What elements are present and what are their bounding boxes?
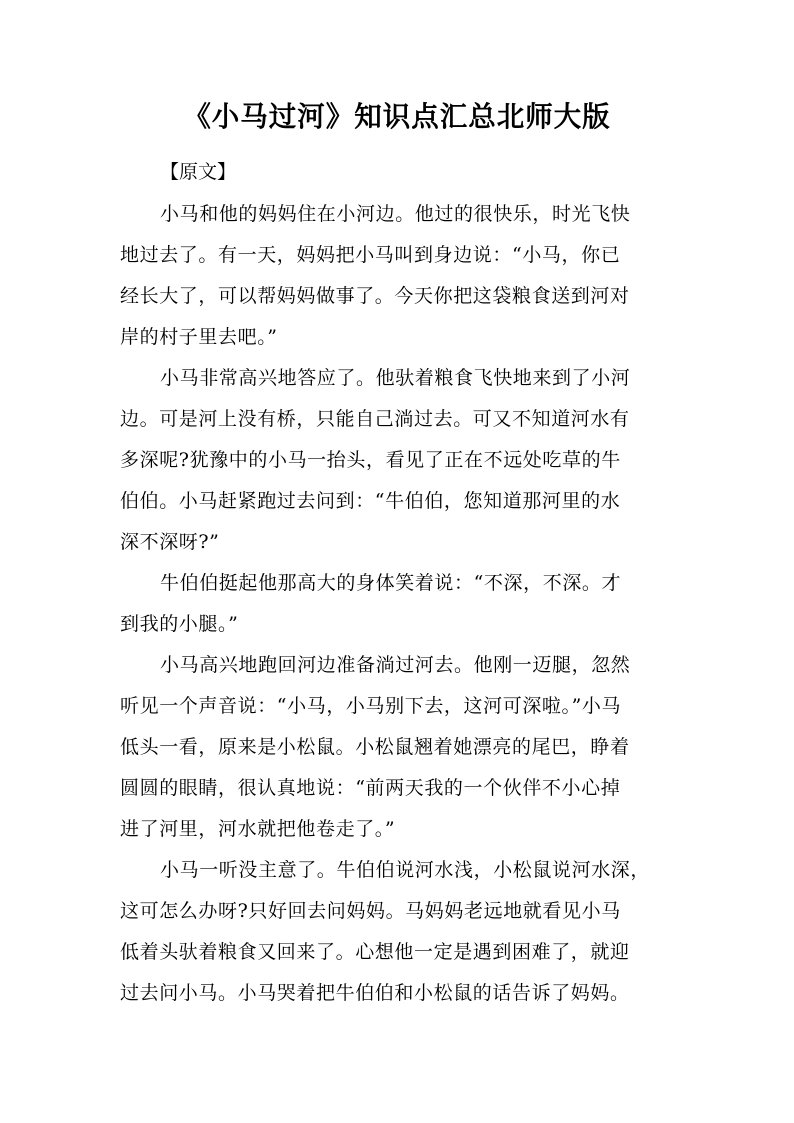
paragraph-3-line-1: 牛伯伯挺起他那高大的身体笑着说：“不深，不深。才	[160, 572, 622, 594]
paragraph-4-line-2: 听见一个声音说：“小马，小马别下去，这河可深啦。”小马	[120, 695, 622, 717]
paragraph-4-line-1: 小马高兴地跑回河边准备淌过河去。他刚一迈腿，忽然	[160, 654, 631, 676]
paragraph-1-line-4: 岸的村子里去吧。”	[120, 326, 278, 348]
paragraph-1-line-1: 小马和他的妈妈住在小河边。他过的很快乐，时光飞快	[160, 203, 631, 225]
paragraph-1-line-3: 经长大了，可以帮妈妈做事了。今天你把这袋粮食送到河对	[120, 285, 630, 307]
paragraph-5-line-4: 过去问小马。小马哭着把牛伯伯和小松鼠的话告诉了妈妈。	[120, 982, 630, 1004]
paragraph-5-line-3: 低着头驮着粮食又回来了。心想他一定是遇到困难了，就迎	[120, 941, 630, 963]
paragraph-2-line-3: 多深呢?犹豫中的小马一抬头，看见了正在不远处吃草的牛	[120, 449, 621, 471]
paragraph-2-line-4: 伯伯。小马赶紧跑过去问到：“牛伯伯，您知道那河里的水	[120, 490, 621, 512]
section-label-original-text: 【原文】	[160, 161, 237, 183]
paragraph-3-line-2: 到我的小腿。”	[120, 613, 239, 635]
document-title: 《小马过河》知识点汇总北师大版	[183, 100, 611, 133]
paragraph-4-line-4: 圆圆的眼睛，很认真地说：“前两天我的一个伙伴不小心掉	[120, 777, 621, 799]
paragraph-5-line-2: 这可怎么办呀?只好回去问妈妈。马妈妈老远地就看见小马	[120, 900, 621, 922]
paragraph-4-line-5: 进了河里，河水就把他卷走了。”	[120, 818, 396, 840]
paragraph-5-line-1: 小马一听没主意了。牛伯伯说河水浅，小松鼠说河水深，	[160, 859, 651, 881]
paragraph-2-line-5: 深不深呀?”	[120, 531, 220, 553]
paragraph-2-line-2: 边。可是河上没有桥，只能自己淌过去。可又不知道河水有	[120, 408, 630, 430]
paragraph-1-line-2: 地过去了。有一天，妈妈把小马叫到身边说：“小马，你已	[120, 244, 621, 266]
paragraph-4-line-3: 低头一看，原来是小松鼠。小松鼠翘着她漂亮的尾巴，睁着	[120, 736, 630, 758]
paragraph-2-line-1: 小马非常高兴地答应了。他驮着粮食飞快地来到了小河	[160, 367, 631, 389]
